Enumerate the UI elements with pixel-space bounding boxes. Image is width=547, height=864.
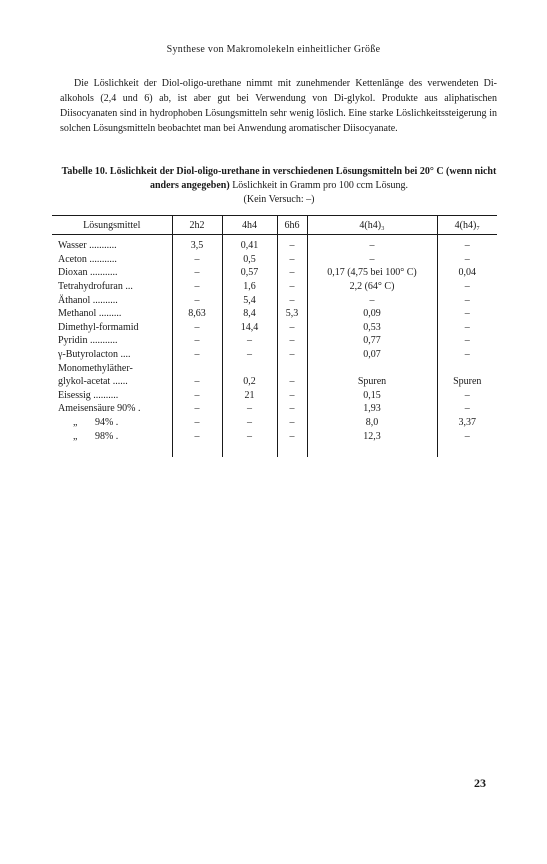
solvent-cell: γ-Butyrolacton ....	[58, 349, 131, 361]
solvent-cell: Eisessig ..........	[58, 389, 119, 401]
value-cell: –	[172, 429, 222, 457]
solvent-cell: Aceton ...........	[58, 253, 117, 265]
value-cell: –	[277, 416, 307, 430]
value-cell: –	[437, 253, 497, 267]
value-cell: –	[222, 334, 277, 348]
value-cell: 8,63	[172, 307, 222, 321]
value-cell: –	[437, 280, 497, 294]
table-row	[52, 402, 497, 416]
value-cell	[172, 361, 222, 375]
value-cell	[222, 361, 277, 375]
value-cell: –	[437, 307, 497, 321]
value-cell: –	[437, 348, 497, 362]
value-cell: –	[172, 402, 222, 416]
value-cell: 0,2	[222, 375, 277, 389]
value-cell: Spuren	[307, 375, 437, 389]
table-caption-note: (Kein Versuch: –)	[243, 194, 315, 205]
value-cell: 0,09	[307, 307, 437, 321]
value-cell: 8,0	[307, 416, 437, 430]
table-row	[52, 334, 497, 348]
value-cell: –	[437, 235, 497, 253]
value-cell: –	[172, 375, 222, 389]
value-cell: 0,77	[307, 334, 437, 348]
value-cell: –	[172, 348, 222, 362]
value-cell: 0,07	[307, 348, 437, 362]
value-cell: –	[172, 280, 222, 294]
value-cell: –	[437, 402, 497, 416]
solvent-cell: Wasser ...........	[58, 240, 117, 252]
body-paragraph: Die Löslichkeit der Diol-oligo-urethane nimmt mit zunehmender Kettenlänge des verwendeten Di-alkohols (2,4 und 6) ab, ist aber gut bei Verwendung von Di-glykol. Produkte aus aliphatischen Diisocyanaten sind in hydrophoben Lösungsmitteln sehr wenig löslich. Eine starke Löslichkeitssteigerung in solchen Lösungsmitteln beobachtet man bei Anwendung aromatischer Diisocyanate.	[60, 78, 497, 134]
solvent-cell: Dimethyl-formamid	[58, 321, 139, 333]
solvent-cell: glykol-acetat ......	[58, 376, 128, 388]
value-cell: –	[277, 375, 307, 389]
value-cell: 12,3	[307, 429, 437, 457]
value-cell: 1,93	[307, 402, 437, 416]
table-row	[52, 266, 497, 280]
header-4h4: 4h4	[222, 216, 277, 235]
value-cell: –	[277, 266, 307, 280]
header-2h2: 2h2	[172, 216, 222, 235]
solvent-cell: Dioxan ...........	[58, 267, 118, 279]
value-cell: 0,04	[437, 266, 497, 280]
table-row	[52, 389, 497, 403]
value-cell: –	[277, 321, 307, 335]
table-caption-title: Tabelle 10. Löslichkeit der Diol-oligo-urethane in verschiedenen Lösungsmitteln bei 20° C (wenn nicht anders angegeben)	[61, 166, 497, 191]
value-cell: –	[277, 280, 307, 294]
solvent-cell: Methanol .........	[58, 308, 122, 320]
value-cell: –	[277, 334, 307, 348]
table-row	[52, 429, 497, 457]
value-cell: –	[437, 321, 497, 335]
value-cell: 5,4	[222, 293, 277, 307]
value-cell: 8,4	[222, 307, 277, 321]
value-cell	[307, 361, 437, 375]
table-row	[52, 293, 497, 307]
solubility-table	[52, 215, 497, 457]
value-cell: 21	[222, 389, 277, 403]
table-row	[52, 235, 497, 253]
table-header-row	[52, 216, 497, 235]
solvent-cell: Ameisensäure 90% .	[58, 403, 141, 415]
value-cell: 5,3	[277, 307, 307, 321]
value-cell: –	[172, 253, 222, 267]
solvent-cell: Pyridin ...........	[58, 335, 118, 347]
value-cell: –	[277, 402, 307, 416]
value-cell: 3,5	[172, 235, 222, 253]
table-row	[52, 416, 497, 430]
value-cell: 0,15	[307, 389, 437, 403]
value-cell: –	[222, 402, 277, 416]
value-cell	[277, 361, 307, 375]
value-cell: 0,57	[222, 266, 277, 280]
table-row	[52, 307, 497, 321]
value-cell: 14,4	[222, 321, 277, 335]
solvent-cell: „ 98% .	[58, 430, 119, 442]
value-cell: Spuren	[437, 375, 497, 389]
table-row	[52, 321, 497, 335]
value-cell: –	[437, 389, 497, 403]
value-cell: –	[222, 429, 277, 457]
value-cell: 1,6	[222, 280, 277, 294]
header-6h6: 6h6	[277, 216, 307, 235]
value-cell: –	[172, 321, 222, 335]
value-cell: –	[172, 334, 222, 348]
table-caption-unit: Löslichkeit in Gramm pro 100 ccm Lösung.	[229, 180, 409, 191]
value-cell: –	[277, 429, 307, 457]
table-row	[52, 375, 497, 389]
value-cell: –	[307, 293, 437, 307]
value-cell: 3,37	[437, 416, 497, 430]
table-row	[52, 348, 497, 362]
value-cell: –	[277, 253, 307, 267]
solvent-cell: Tetrahydrofuran ...	[58, 281, 133, 293]
value-cell: –	[437, 334, 497, 348]
value-cell: –	[222, 348, 277, 362]
solvent-cell: „ 94% .	[58, 417, 119, 429]
value-cell: 0,53	[307, 321, 437, 335]
value-cell: –	[307, 253, 437, 267]
page-number: 23	[474, 776, 486, 790]
value-cell: –	[172, 416, 222, 430]
solvent-cell: Monomethyläther-	[58, 362, 133, 374]
value-cell: –	[277, 235, 307, 253]
table-row	[52, 361, 497, 375]
value-cell: –	[277, 293, 307, 307]
value-cell	[437, 361, 497, 375]
header-4h4-7: 4(h4)₇	[437, 216, 497, 235]
value-cell: 0,41	[222, 235, 277, 253]
header-4h4-3: 4(h4)₃	[307, 216, 437, 235]
value-cell: 2,2 (64° C)	[307, 280, 437, 294]
header-solvent: Lösungsmittel	[52, 216, 172, 235]
value-cell: –	[277, 389, 307, 403]
table-row	[52, 253, 497, 267]
value-cell: –	[172, 389, 222, 403]
value-cell: 0,5	[222, 253, 277, 267]
value-cell: 0,17 (4,75 bei 100° C)	[307, 266, 437, 280]
table-row	[52, 280, 497, 294]
value-cell: –	[437, 293, 497, 307]
solvent-cell: Äthanol ..........	[58, 294, 118, 306]
value-cell: –	[172, 293, 222, 307]
value-cell: –	[222, 416, 277, 430]
value-cell: –	[307, 235, 437, 253]
value-cell: –	[437, 429, 497, 457]
value-cell: –	[277, 348, 307, 362]
running-head: Synthese von Makromolekeln einheitlicher Größe	[166, 44, 381, 55]
value-cell: –	[172, 266, 222, 280]
table-caption	[50, 165, 508, 207]
